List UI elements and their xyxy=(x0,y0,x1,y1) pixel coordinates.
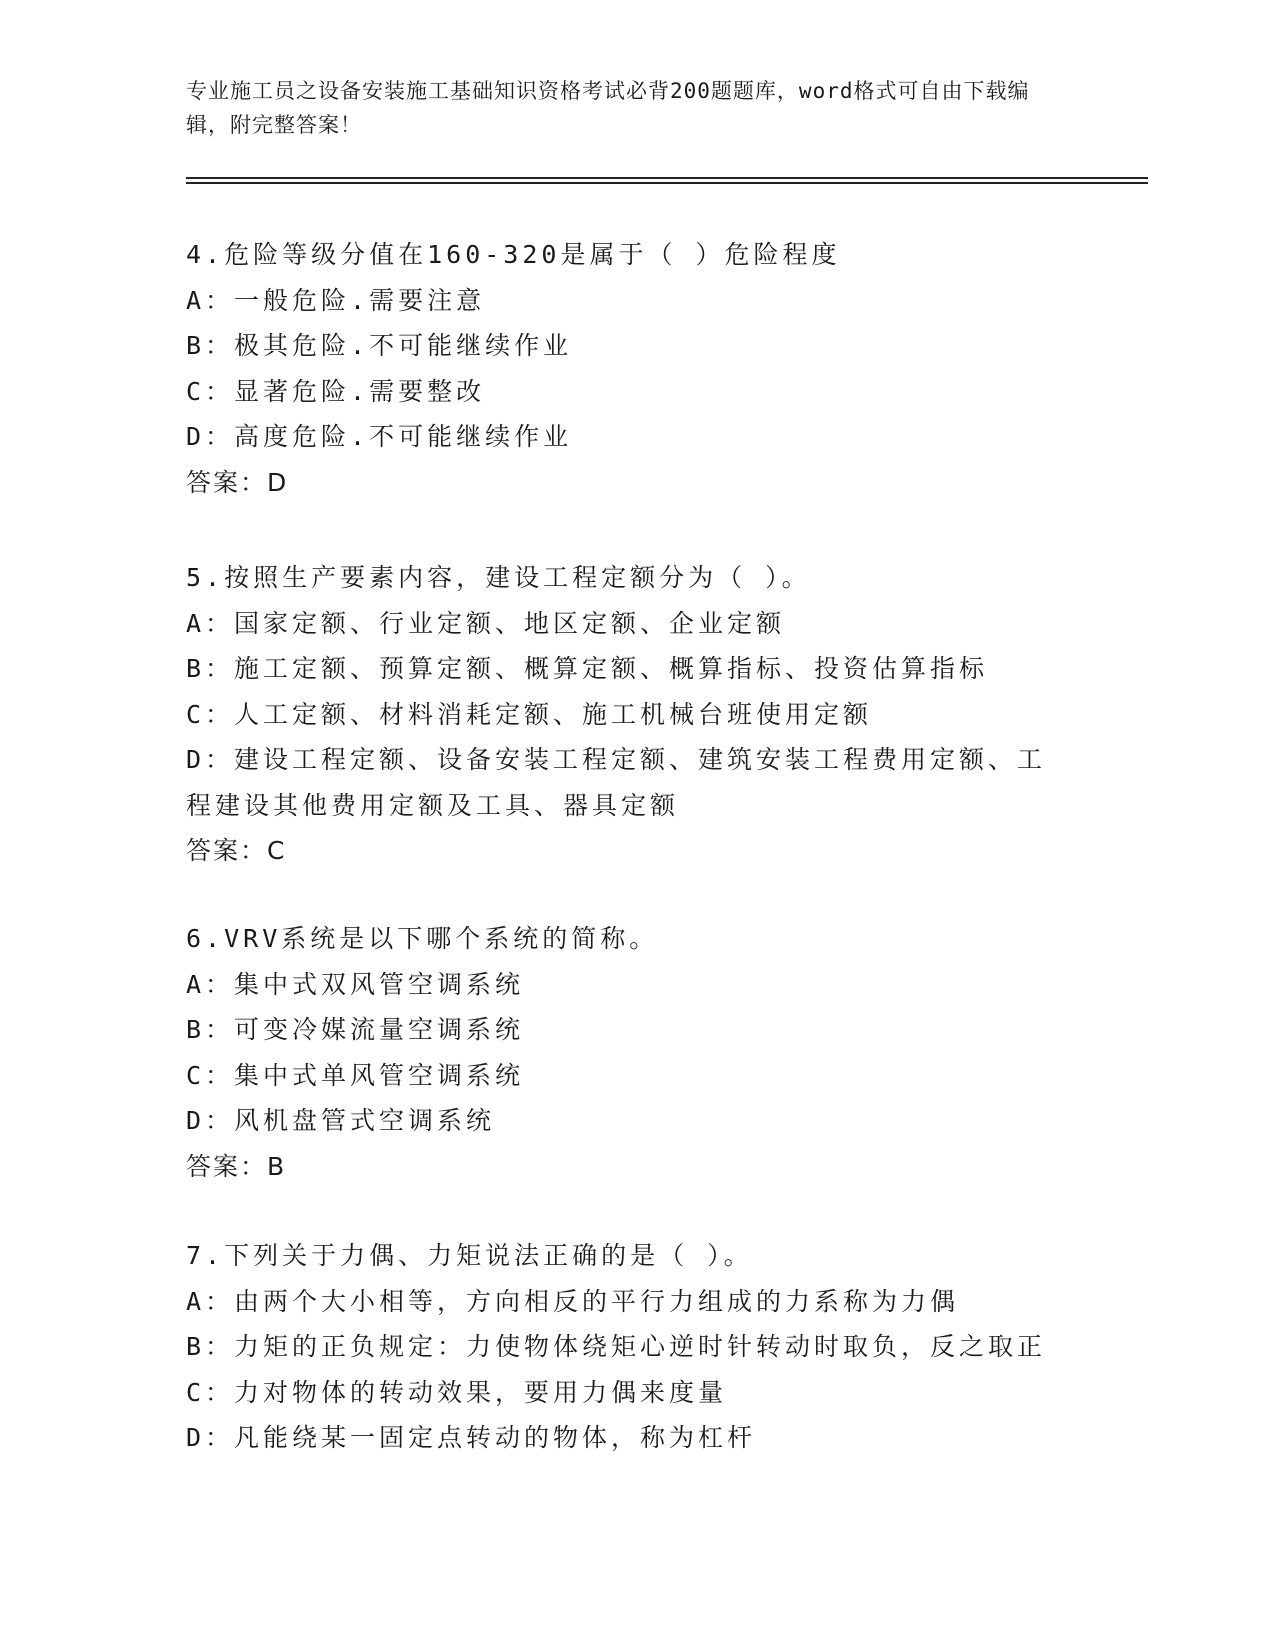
answer: 答案：D xyxy=(186,467,289,497)
option-c: C：集中式单风管空调系统 xyxy=(186,1060,525,1090)
option-d: D：高度危险.不可能继续作业 xyxy=(186,422,573,451)
question-stem: 4.危险等级分值在160-320是属于（ ）危险程度 xyxy=(186,240,841,269)
option-d: D：风机盘管式空调系统 xyxy=(186,1106,496,1135)
header-divider-bottom xyxy=(186,182,1148,184)
option-b: B：可变冷媒流量空调系统 xyxy=(186,1015,525,1044)
option-a: A：集中式双风管空调系统 xyxy=(186,969,525,999)
option-a: A：国家定额、行业定额、地区定额、企业定额 xyxy=(186,608,786,638)
question-4 xyxy=(186,232,1086,505)
question-stem: 5.按照生产要素内容，建设工程定额分为（ ）。 xyxy=(186,563,811,592)
option-b: B：力矩的正负规定：力使物体绕矩心逆时针转动时取负，反之取正 xyxy=(186,1332,1047,1361)
option-c: C：人工定额、材料消耗定额、施工机械台班使用定额 xyxy=(186,699,873,729)
option-a: A：由两个大小相等，方向相反的平行力组成的力系称为力偶 xyxy=(186,1286,960,1316)
question-stem: 7.下列关于力偶、力矩说法正确的是（ ）。 xyxy=(186,1241,753,1270)
question-6 xyxy=(186,916,1086,1189)
option-b: B：极其危险.不可能继续作业 xyxy=(186,331,573,360)
answer: 答案：B xyxy=(186,1151,287,1181)
option-d: D：建设工程定额、设备安装工程定额、建筑安装工程费用定额、工程建设其他费用定额及工具、器具定额 xyxy=(186,745,1047,820)
question-stem: 6.VRV系统是以下哪个系统的简称。 xyxy=(186,924,659,953)
option-b: B：施工定额、预算定额、概算定额、概算指标、投资估算指标 xyxy=(186,654,989,683)
option-c: C：力对物体的转动效果，要用力偶来度量 xyxy=(186,1377,728,1407)
answer: 答案：C xyxy=(186,836,287,865)
option-c: C：显著危险.需要整改 xyxy=(186,376,486,406)
question-7 xyxy=(186,1233,1086,1461)
question-5 xyxy=(186,555,1086,874)
option-d: D：凡能绕某一固定点转动的物体，称为杠杆 xyxy=(186,1423,757,1452)
option-a: A：一般危险.需要注意 xyxy=(186,285,486,315)
header-divider-top xyxy=(186,177,1148,179)
document-title: 专业施工员之设备安装施工基础知识资格考试必背200题题库，word格式可自由下载编辑，附完整答案！ xyxy=(186,79,1030,137)
